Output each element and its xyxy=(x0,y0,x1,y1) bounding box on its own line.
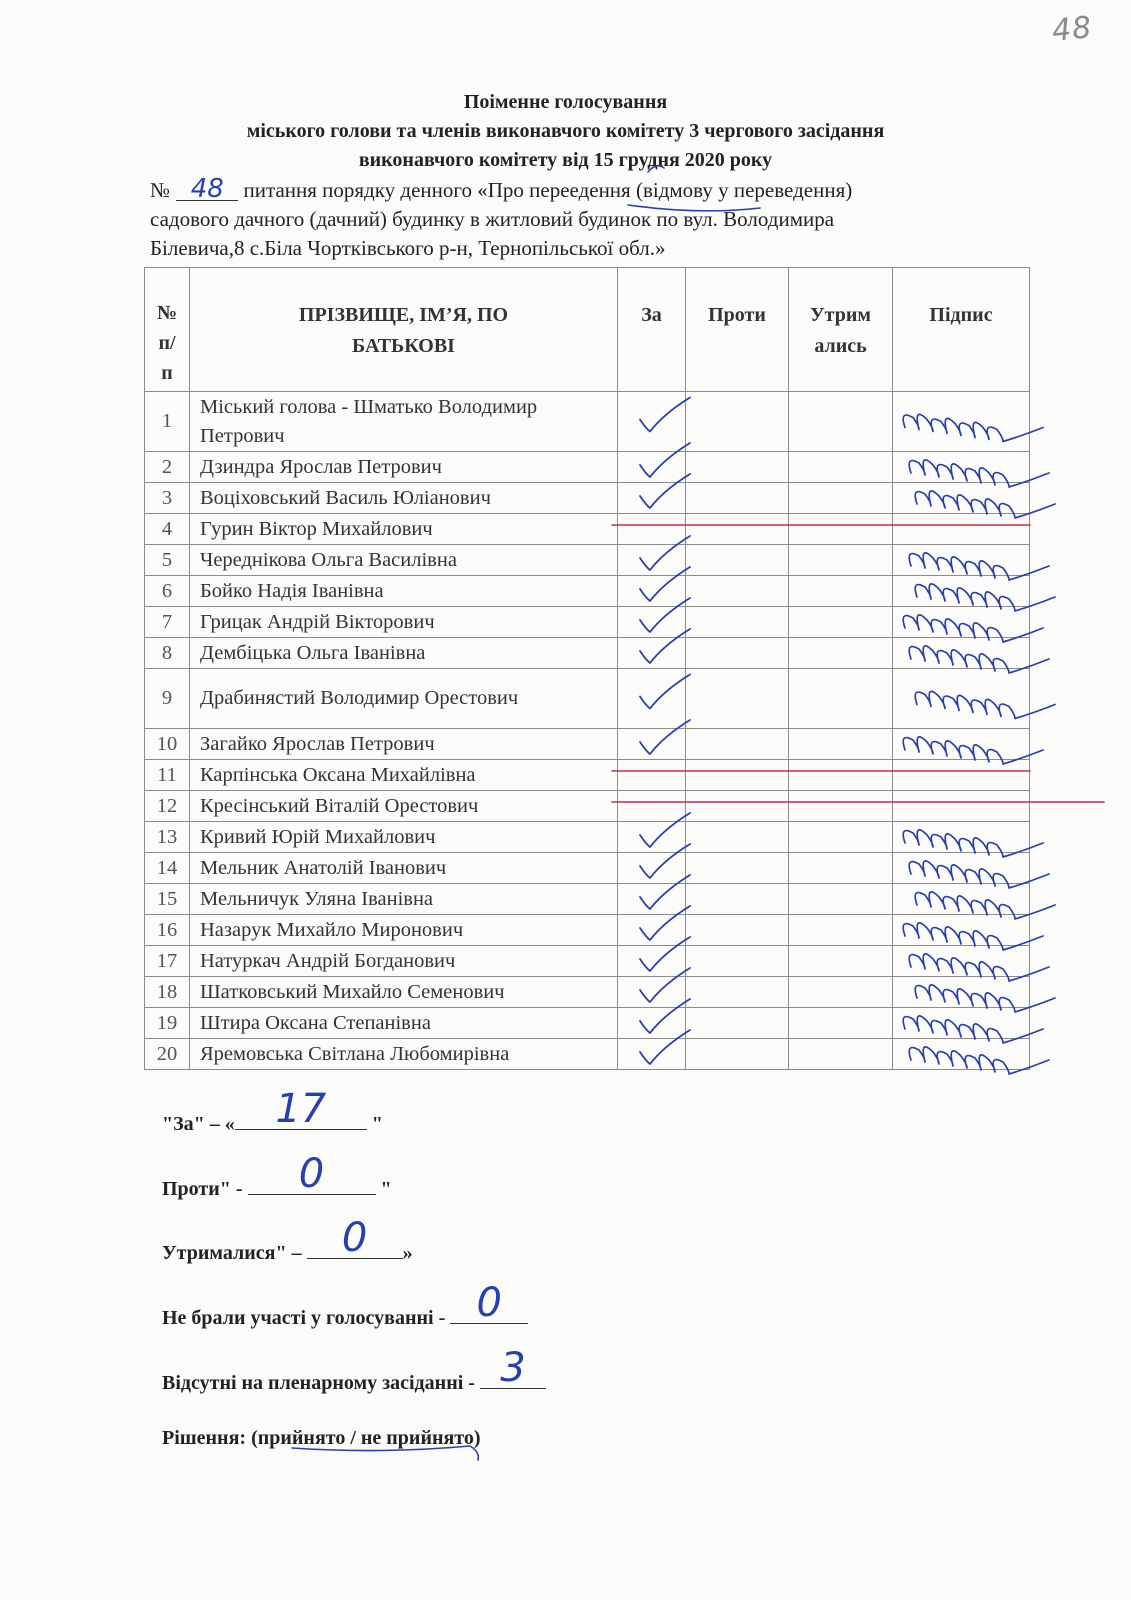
vote-abstained-cell xyxy=(789,760,893,791)
member-name: Бойко Надія Іванівна xyxy=(190,576,618,607)
vote-against-cell xyxy=(686,607,789,638)
vote-against-cell xyxy=(686,946,789,977)
row-number: 10 xyxy=(145,729,190,760)
table-row xyxy=(145,1039,1030,1070)
agenda-number-prefix: № xyxy=(150,178,172,202)
table-row xyxy=(145,392,1030,452)
total-abstained-label: Утрималися" – xyxy=(162,1242,302,1264)
vote-for-cell xyxy=(618,822,686,853)
row-number: 3 xyxy=(145,483,190,514)
table-row xyxy=(145,576,1030,607)
vote-abstained-cell xyxy=(789,545,893,576)
signature-cell xyxy=(893,760,1030,791)
table-row xyxy=(145,822,1030,853)
signature-cell xyxy=(893,853,1030,884)
total-for-blank xyxy=(235,1086,367,1132)
vote-against-cell xyxy=(686,822,789,853)
total-not-voting-blank xyxy=(450,1280,528,1326)
signature-cell xyxy=(893,1008,1030,1039)
title-line-2: міського голови та членів виконавчого комітету 3 чергового засідання xyxy=(246,120,885,142)
signature-cell xyxy=(893,791,1030,822)
vote-abstained-cell xyxy=(789,977,893,1008)
vote-for-cell xyxy=(618,638,686,669)
agenda-number-handwritten: 48 xyxy=(176,178,238,201)
total-not-voting-value: 0 xyxy=(476,1280,502,1326)
document-title xyxy=(0,88,1131,175)
page-number: 48 xyxy=(1050,9,1094,50)
total-not-voting xyxy=(162,1280,528,1330)
member-name: Череднікова Ольга Василівна xyxy=(190,545,618,576)
row-number: 17 xyxy=(145,946,190,977)
row-number: 14 xyxy=(145,853,190,884)
row-number: 12 xyxy=(145,791,190,822)
total-absent-label: Відсутні на пленарному засіданні - xyxy=(162,1372,475,1394)
total-against-label: Проти" - xyxy=(162,1178,243,1200)
member-name: Натуркач Андрій Богданович xyxy=(190,946,618,977)
decision: Рішення: (прийнято / не прийнято) xyxy=(162,1427,481,1449)
vote-for-cell xyxy=(618,392,686,452)
vote-for-cell xyxy=(618,514,686,545)
total-against-close: " xyxy=(380,1178,392,1200)
vote-against-cell xyxy=(686,729,789,760)
vote-abstained-cell xyxy=(789,946,893,977)
vote-for-cell xyxy=(618,576,686,607)
row-number: 16 xyxy=(145,915,190,946)
signature-cell xyxy=(893,915,1030,946)
vote-abstained-cell xyxy=(789,1039,893,1070)
vote-for-cell xyxy=(618,884,686,915)
signature-cell xyxy=(893,576,1030,607)
row-number: 1 xyxy=(145,392,190,452)
row-number: 4 xyxy=(145,514,190,545)
total-abstained-blank xyxy=(307,1215,403,1261)
table-row xyxy=(145,638,1030,669)
vote-for-cell xyxy=(618,545,686,576)
row-number: 20 xyxy=(145,1039,190,1070)
table-row xyxy=(145,483,1030,514)
vote-abstained-cell xyxy=(789,853,893,884)
signature-cell xyxy=(893,545,1030,576)
vote-for-cell xyxy=(618,977,686,1008)
vote-against-cell xyxy=(686,977,789,1008)
member-name: Кресінський Віталій Орестович xyxy=(190,791,618,822)
row-number: 7 xyxy=(145,607,190,638)
vote-against-cell xyxy=(686,452,789,483)
total-for xyxy=(162,1086,383,1136)
row-number: 8 xyxy=(145,638,190,669)
signature-cell xyxy=(893,946,1030,977)
total-abstained-close: » xyxy=(402,1242,413,1264)
vote-against-cell xyxy=(686,760,789,791)
table-row xyxy=(145,760,1030,791)
table-row xyxy=(145,853,1030,884)
vote-abstained-cell xyxy=(789,1008,893,1039)
table-row xyxy=(145,607,1030,638)
member-name: Шатковський Михайло Семенович xyxy=(190,977,618,1008)
vote-for-cell xyxy=(618,1039,686,1070)
vote-for-cell xyxy=(618,853,686,884)
row-number: 19 xyxy=(145,1008,190,1039)
vote-against-cell xyxy=(686,392,789,452)
vote-abstained-cell xyxy=(789,884,893,915)
vote-against-cell xyxy=(686,1039,789,1070)
agenda-line-3: Білевича,8 с.Біла Чортківського р-н, Тернопільської обл.» xyxy=(150,236,666,260)
member-name: Мельник Анатолій Іванович xyxy=(190,853,618,884)
signature-cell xyxy=(893,392,1030,452)
total-for-label: "За" – « xyxy=(162,1113,235,1135)
member-name: Назарук Михайло Миронович xyxy=(190,915,618,946)
row-number: 2 xyxy=(145,452,190,483)
vote-for-cell xyxy=(618,760,686,791)
roll-call-table xyxy=(144,267,1030,1070)
title-line-3: виконавчого комітету від 15 грудня 2020 року xyxy=(358,149,773,171)
vote-for-cell xyxy=(618,791,686,822)
total-not-voting-label: Не брали участі у голосуванні - xyxy=(162,1307,446,1329)
signature-cell xyxy=(893,822,1030,853)
vote-for-cell xyxy=(618,946,686,977)
vote-against-cell xyxy=(686,791,789,822)
member-name: Гурин Віктор Михайлович xyxy=(190,514,618,545)
row-number: 15 xyxy=(145,884,190,915)
header-against: Проти xyxy=(686,268,789,392)
vote-for-cell xyxy=(618,607,686,638)
vote-abstained-cell xyxy=(789,576,893,607)
vote-against-cell xyxy=(686,638,789,669)
signature-cell xyxy=(893,514,1030,545)
table-row xyxy=(145,1008,1030,1039)
vote-for-cell xyxy=(618,915,686,946)
signature-cell xyxy=(893,669,1030,729)
vote-abstained-cell xyxy=(789,915,893,946)
header-for: За xyxy=(618,268,686,392)
vote-abstained-cell xyxy=(789,392,893,452)
vote-abstained-cell xyxy=(789,638,893,669)
total-abstained-value: 0 xyxy=(341,1215,368,1261)
table-row xyxy=(145,791,1030,822)
table-row xyxy=(145,884,1030,915)
member-name: Драбинястий Володимир Орестович xyxy=(190,669,618,729)
total-absent-blank xyxy=(480,1345,546,1391)
table-row xyxy=(145,977,1030,1008)
member-name: Міський голова - Шматько Володимир Петрович xyxy=(190,392,618,452)
member-name: Грицак Андрій Вікторович xyxy=(190,607,618,638)
table-row xyxy=(145,452,1030,483)
member-name: Карпінська Оксана Михайлівна xyxy=(190,760,618,791)
table-row xyxy=(145,729,1030,760)
vote-against-cell xyxy=(686,669,789,729)
vote-for-cell xyxy=(618,452,686,483)
vote-against-cell xyxy=(686,514,789,545)
row-number: 5 xyxy=(145,545,190,576)
vote-against-cell xyxy=(686,1008,789,1039)
signature-cell xyxy=(893,884,1030,915)
total-absent xyxy=(162,1345,546,1395)
vote-abstained-cell xyxy=(789,607,893,638)
vote-abstained-cell xyxy=(789,483,893,514)
signature-cell xyxy=(893,483,1030,514)
header-num: № п/ п xyxy=(145,268,190,392)
total-against xyxy=(162,1151,392,1201)
signature-cell xyxy=(893,1039,1030,1070)
table-row xyxy=(145,915,1030,946)
agenda-line-1: питання порядку денного «Про переедення (відмову у переведення) xyxy=(243,178,853,202)
signature-cell xyxy=(893,452,1030,483)
member-name: Штира Оксана Степанівна xyxy=(190,1008,618,1039)
member-name: Загайко Ярослав Петрович xyxy=(190,729,618,760)
agenda-item xyxy=(150,176,1050,263)
row-number: 6 xyxy=(145,576,190,607)
table-row xyxy=(145,545,1030,576)
agenda-line-2: садового дачного (дачний) будинку в житловий будинок по вул. Володимира xyxy=(150,207,835,231)
signature-cell xyxy=(893,607,1030,638)
vote-against-cell xyxy=(686,576,789,607)
total-against-value: 0 xyxy=(298,1151,325,1197)
header-abstained: Утрим ались xyxy=(789,268,893,392)
vote-for-cell xyxy=(618,729,686,760)
title-line-1: Поіменне голосування xyxy=(463,91,668,113)
member-name: Яремовська Світлана Любомирівна xyxy=(190,1039,618,1070)
total-for-value: 17 xyxy=(275,1086,327,1132)
member-name: Дзиндра Ярослав Петрович xyxy=(190,452,618,483)
signature-cell xyxy=(893,729,1030,760)
signature-cell xyxy=(893,977,1030,1008)
table-row xyxy=(145,946,1030,977)
total-abstained xyxy=(162,1215,413,1265)
vote-against-cell xyxy=(686,915,789,946)
vote-against-cell xyxy=(686,853,789,884)
vote-for-cell xyxy=(618,483,686,514)
vote-against-cell xyxy=(686,545,789,576)
row-number: 9 xyxy=(145,669,190,729)
member-name: Воціховський Василь Юліанович xyxy=(190,483,618,514)
table-row xyxy=(145,514,1030,545)
vote-abstained-cell xyxy=(789,729,893,760)
row-number: 13 xyxy=(145,822,190,853)
vote-abstained-cell xyxy=(789,514,893,545)
vote-for-cell xyxy=(618,669,686,729)
vote-against-cell xyxy=(686,884,789,915)
vote-abstained-cell xyxy=(789,822,893,853)
member-name: Дембіцька Ольга Іванівна xyxy=(190,638,618,669)
member-name: Мельничук Уляна Іванівна xyxy=(190,884,618,915)
total-for-close: " xyxy=(371,1113,383,1135)
vote-for-cell xyxy=(618,1008,686,1039)
row-number: 18 xyxy=(145,977,190,1008)
table-row xyxy=(145,669,1030,729)
signature-cell xyxy=(893,638,1030,669)
vote-abstained-cell xyxy=(789,669,893,729)
vote-abstained-cell xyxy=(789,452,893,483)
header-signature: Підпис xyxy=(893,268,1030,392)
member-name: Кривий Юрій Михайлович xyxy=(190,822,618,853)
row-number: 11 xyxy=(145,760,190,791)
header-name: ПРІЗВИЩЕ, ІМ’Я, ПО БАТЬКОВІ xyxy=(190,268,618,392)
total-absent-value: 3 xyxy=(500,1345,526,1391)
vote-abstained-cell xyxy=(789,791,893,822)
vote-against-cell xyxy=(686,483,789,514)
total-against-blank xyxy=(248,1151,376,1197)
